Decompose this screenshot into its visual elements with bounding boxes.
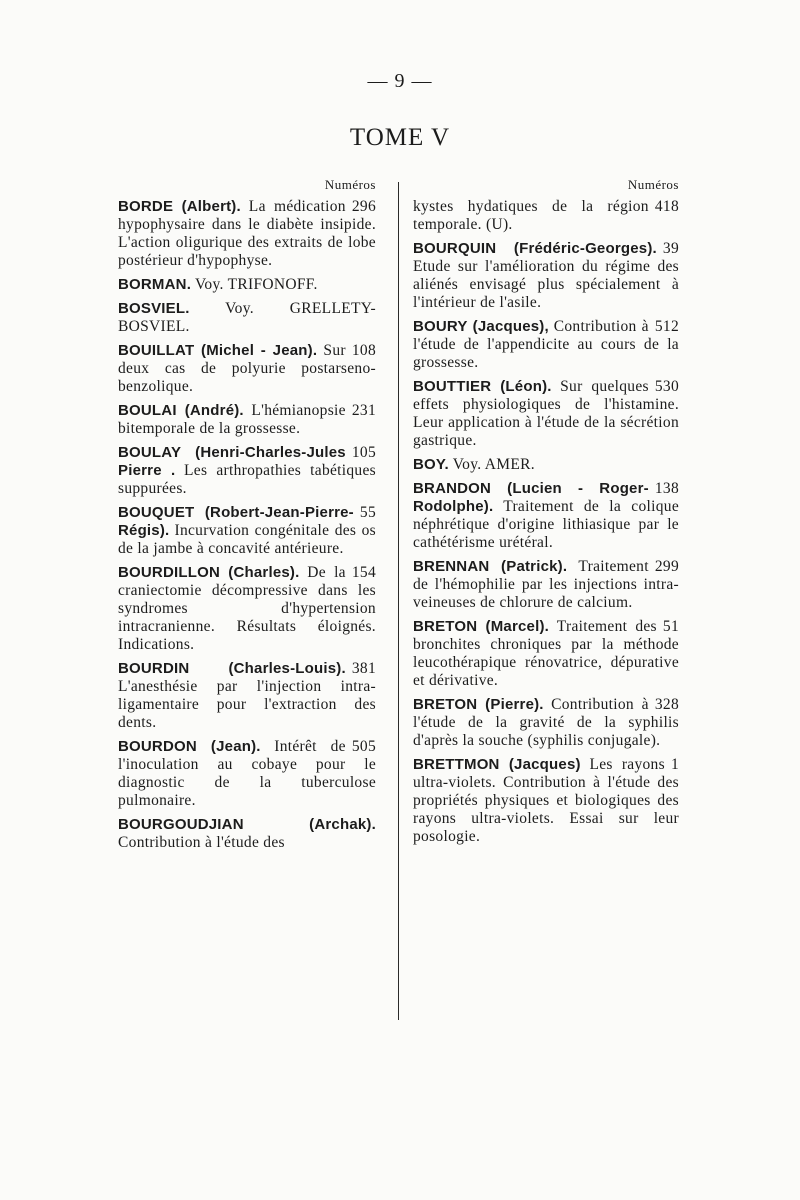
- column-heading: Numéros: [324, 177, 376, 192]
- entry-author: BOULAI (André).: [118, 402, 244, 419]
- entry-title: Intérêt de l'inoculation au cobaye pour le diagnostic de la tuberculose pulmonaire.: [118, 738, 376, 809]
- index-entry: [118, 660, 376, 732]
- tome-title: TOME V: [349, 124, 451, 151]
- entry-title: L'hémianopsie bitemporale de la grossesse.: [118, 402, 346, 437]
- entry-number: 296: [351, 198, 376, 215]
- entry-number: 328: [654, 696, 679, 713]
- index-entry: [118, 564, 376, 654]
- entry-number: 1: [670, 756, 679, 773]
- entry-author: BOUQUET (Robert-Jean-Pierre-Régis).: [118, 504, 354, 539]
- column-divider: [398, 182, 399, 1020]
- entry-title: Etude sur l'amélioration du régime des aliénés envisagé plus spécialement à l'intérieur de l'asile.: [413, 258, 679, 311]
- entry-number: 108: [351, 342, 376, 359]
- index-entry: [413, 378, 679, 450]
- index-entry: [118, 402, 376, 438]
- index-entry: [413, 198, 679, 234]
- index-entry: [413, 558, 679, 612]
- index-entry: [118, 300, 376, 336]
- index-entry: [413, 456, 679, 474]
- entry-title: Les rayons ultra-violets. Contribution à l'étude des propriétés physiques et biologiques des rayons ultra-violets. Essai sur leur posologie.: [413, 756, 679, 845]
- entry-title: kystes hydatiques de la région temporale. (U).: [413, 198, 649, 233]
- entry-title: Voy. TRIFONOFF.: [194, 276, 318, 293]
- entry-author: BORDE (Albert).: [118, 198, 241, 215]
- entry-author: BORMAN.: [118, 276, 192, 293]
- entry-author: BOUILLAT (Michel - Jean).: [118, 342, 318, 359]
- entry-author: BOURGOUDJIAN (Archak).: [118, 816, 376, 833]
- entry-number: 505: [351, 738, 376, 755]
- entry-title: Traitement de l'hémophilie par les injections intra-veineuses de chlorure de calcium.: [413, 558, 679, 611]
- column-heading: Numéros: [627, 177, 679, 192]
- index-entry: [118, 198, 376, 270]
- index-entry: [413, 240, 679, 312]
- index-entry: [413, 318, 679, 372]
- index-entry: [118, 444, 376, 498]
- entry-author: BRANDON (Lucien - Roger-Rodolphe).: [413, 480, 649, 515]
- entry-author: BOUTTIER (Léon).: [413, 378, 552, 395]
- entry-number: 512: [654, 318, 679, 335]
- entry-number: 39: [662, 240, 679, 257]
- entry-title: Contribution à l'étude de l'appendicite au cours de la grossesse.: [413, 318, 679, 371]
- entry-title: Voy. AMER.: [452, 456, 535, 473]
- index-entry: [413, 696, 679, 750]
- entry-author: BOURDON (Jean).: [118, 738, 261, 755]
- entry-number: 418: [654, 198, 679, 215]
- entry-author: BRENNAN (Patrick).: [413, 558, 568, 575]
- entry-author: BOURDIN (Charles-Louis).: [118, 660, 346, 677]
- entry-title: Traitement des bronchites chroniques par la méthode leucothérapique rénovatrice, dépurative et dérivative.: [413, 618, 679, 689]
- index-entry: [118, 816, 376, 852]
- entry-title: La médication hypophysaire dans le diabète insipide. L'action oligurique des extraits de lobe postérieur d'hypophyse.: [118, 198, 376, 269]
- entry-number: 55: [359, 504, 376, 521]
- entry-number: 299: [654, 558, 679, 575]
- entry-title: Sur quelques effets physiologiques de l'histamine. Leur application à l'étude de la sécrétion gastrique.: [413, 378, 679, 449]
- entry-number: 51: [662, 618, 679, 635]
- entry-author: BOY.: [413, 456, 449, 473]
- entry-number: 105: [351, 444, 376, 461]
- entry-number: 530: [654, 378, 679, 395]
- entry-author: BRETON (Pierre).: [413, 696, 544, 713]
- entry-author: BOURQUIN (Frédéric-Georges).: [413, 240, 657, 257]
- index-entry: [413, 618, 679, 690]
- entry-title: Contribution à l'étude de la gravité de la syphilis d'après la souche (syphilis conjugale).: [413, 696, 679, 749]
- entry-author: BOURY (Jacques),: [413, 318, 549, 335]
- entry-title: Contribution à l'étude des: [118, 834, 285, 851]
- index-entry: [413, 756, 679, 846]
- entry-title: L'anesthésie par l'injection intra-ligamentaire pour l'extraction des dents.: [118, 678, 376, 731]
- entry-author: BRETON (Marcel).: [413, 618, 550, 635]
- entry-author: BOSVIEL.: [118, 300, 190, 317]
- index-entry: [413, 480, 679, 552]
- entry-number: 138: [654, 480, 679, 497]
- index-entry: [118, 342, 376, 396]
- index-entry: [118, 276, 376, 294]
- entry-title: Traitement de la colique néphrétique d'origine lithiasique par le cathétérisme urétéral.: [413, 498, 680, 551]
- entry-title: Sur deux cas de polyurie postarseno-benzolique.: [118, 342, 376, 395]
- index-entry: [118, 504, 376, 558]
- entry-number: 231: [351, 402, 376, 419]
- entry-title: Les arthropathies tabétiques suppurées.: [118, 462, 376, 497]
- page-number: — 9 —: [367, 70, 433, 92]
- entry-title: Voy. GRELLETY-BOSVIEL.: [118, 300, 376, 335]
- entry-author: BOULAY (Henri-Charles-Jules Pierre .: [118, 444, 346, 479]
- index-column-left: [118, 176, 376, 858]
- entry-author: BRETTMON (Jacques): [413, 756, 581, 773]
- index-column-right: [413, 176, 679, 852]
- index-entry: [118, 738, 376, 810]
- entry-number: 381: [351, 660, 376, 677]
- entry-title: Incurvation congénitale des os de la jambe à concavité antérieure.: [118, 522, 376, 557]
- entry-number: 154: [351, 564, 376, 581]
- entry-author: BOURDILLON (Charles).: [118, 564, 300, 581]
- entry-title: De la craniectomie décompressive dans les syndromes d'hypertension intracranienne. Résultats éloignés. Indications.: [118, 564, 376, 653]
